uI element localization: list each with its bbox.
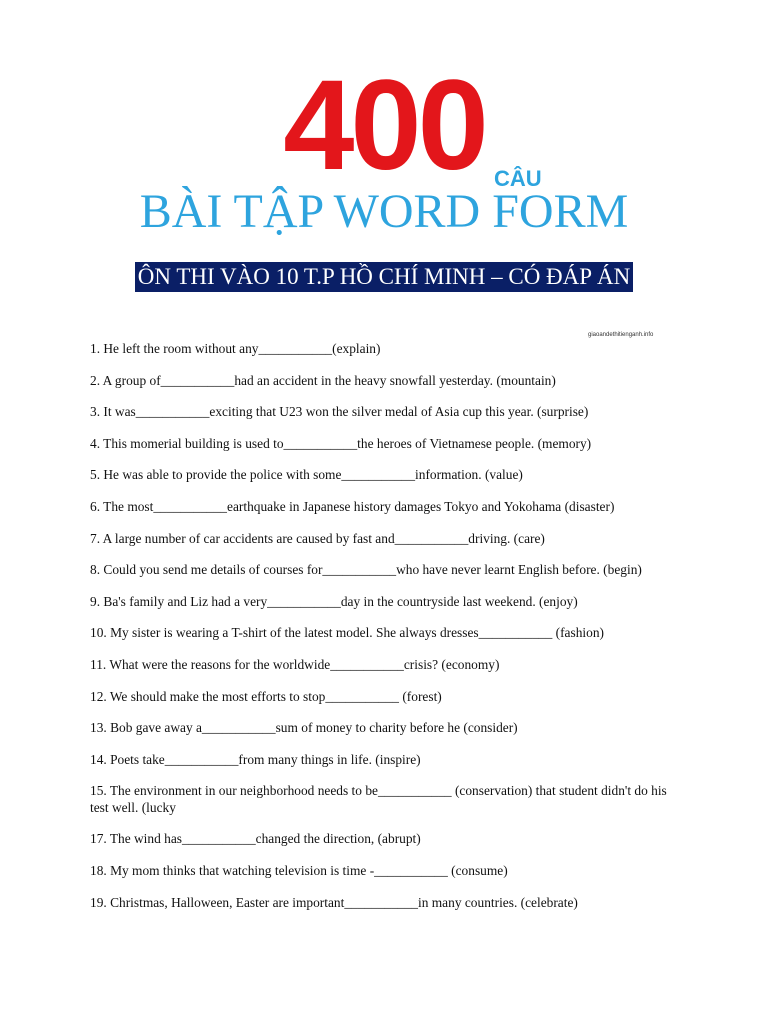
- question-item: 3. It was___________exciting that U23 won the silver medal of Asia cup this year. (surprise): [90, 404, 589, 420]
- question-item: 4. This momerial building is used to___________the heroes of Vietnamese people. (memory): [90, 435, 592, 451]
- question-item: 17. The wind has___________changed the direction, (abrupt): [90, 831, 421, 847]
- question-list: [90, 340, 680, 925]
- watermark-text: giaoandethitienganh.info: [588, 332, 654, 338]
- page-subtitle: ÔN THI VÀO 10 T.P HỒ CHÍ MINH – CÓ ĐÁP ÁN: [135, 262, 633, 292]
- title-number: 400: [283, 54, 485, 197]
- subtitle-banner: [0, 262, 768, 292]
- title-unit: CÂU: [494, 166, 542, 191]
- question-item: 8. Could you send me details of courses for___________who have never learnt English before. (begin): [90, 562, 642, 578]
- question-item: 5. He was able to provide the police with some___________information. (value): [90, 467, 523, 483]
- question-item: 13. Bob gave away a___________sum of money to charity before he (consider): [90, 720, 518, 736]
- question-item: 2. A group of___________had an accident in the heavy snowfall yesterday. (mountain): [90, 372, 556, 388]
- question-item: 1. He left the room without any___________(explain): [90, 341, 381, 356]
- question-item: 14. Poets take___________from many things in life. (inspire): [90, 751, 421, 767]
- question-item: 15. The environment in our neighborhood needs to be___________ (conservation) that student didn't do his test well. (lucky: [90, 783, 667, 816]
- question-item: 12. We should make the most efforts to stop___________ (forest): [90, 688, 442, 704]
- question-item: 11. What were the reasons for the worldwide___________crisis? (economy): [90, 656, 500, 672]
- question-item: 9. Ba's family and Liz had a very___________day in the countryside last weekend. (enjoy): [90, 593, 578, 609]
- question-item: 18. My mom thinks that watching television is time -___________ (consume): [90, 862, 508, 878]
- question-item: 19. Christmas, Halloween, Easter are important___________in many countries. (celebrate): [90, 894, 578, 910]
- question-item: 7. A large number of car accidents are caused by fast and___________driving. (care): [90, 530, 545, 546]
- question-item: 10. My sister is wearing a T-shirt of the latest model. She always dresses___________ (fashion): [90, 625, 604, 641]
- page-title: BÀI TẬP WORD FORM: [139, 185, 629, 238]
- question-item: 6. The most___________earthquake in Japanese history damages Tokyo and Yokohama (disaster): [90, 498, 615, 514]
